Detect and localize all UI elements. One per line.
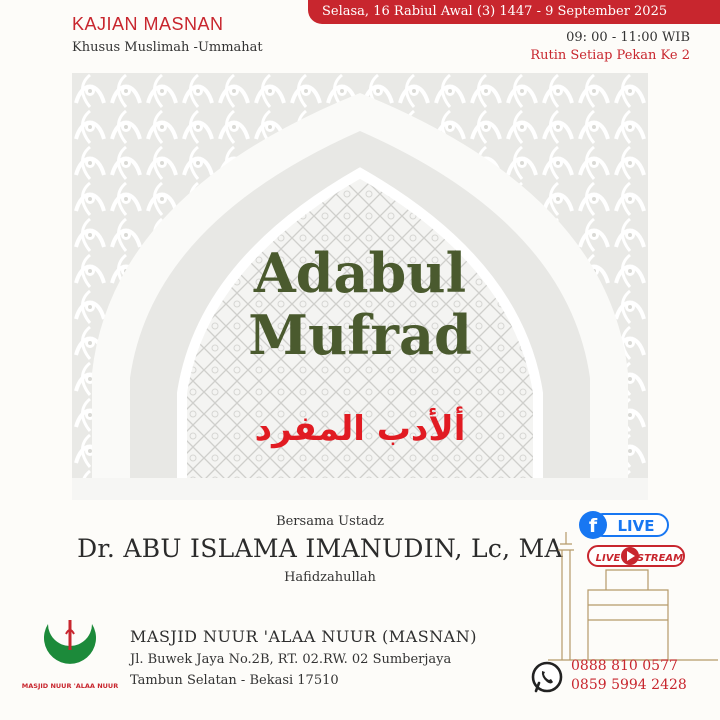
svg-text:f: f — [588, 515, 598, 537]
title-line-2: Mufrad — [248, 303, 472, 367]
date-banner — [308, 0, 720, 24]
svg-text:LIVE: LIVE — [617, 517, 655, 535]
date-text: Selasa, 16 Rabiul Awal (3) 1447 - 9 September 2025 — [322, 4, 668, 19]
phone-number-2[interactable]: 0859 5994 2428 — [571, 677, 687, 693]
svg-text:MASJID NUUR 'ALAA NUUR: MASJID NUUR 'ALAA NUUR — [21, 682, 119, 690]
brand-title: KAJIAN MASNAN — [72, 14, 224, 34]
speaker-name: Dr. ABU ISLAMA IMANUDIN, Lc, MA — [77, 534, 563, 563]
speaker-honorific: Hafidzahullah — [284, 570, 376, 585]
svg-text:STREAM: STREAM — [636, 553, 684, 564]
title-line-1: Adabul — [253, 241, 467, 305]
arabic-title: ألأدب المفرد — [254, 409, 466, 449]
address-line-1: Jl. Buwek Jaya No.2B, RT. 02.RW. 02 Sumberjaya — [130, 652, 452, 667]
speaker-intro: Bersama Ustadz — [276, 514, 384, 529]
whatsapp-icon[interactable] — [530, 660, 564, 698]
phone-number-1[interactable]: 0888 810 0577 — [571, 658, 678, 674]
brand-subtitle: Khusus Muslimah -Ummahat — [72, 40, 263, 55]
svg-text:LIVE: LIVE — [595, 553, 621, 564]
event-schedule: Rutin Setiap Pekan Ke 2 — [530, 48, 690, 63]
masjid-logo — [21, 612, 119, 696]
address-line-2: Tambun Selatan - Bekasi 17510 — [130, 673, 339, 688]
venue-name: MASJID NUUR 'ALAA NUUR (MASNAN) — [130, 627, 477, 646]
event-time: 09: 00 - 11:00 WIB — [566, 30, 690, 45]
facebook-live-badge[interactable] — [578, 510, 670, 544]
live-stream-badge[interactable] — [586, 543, 686, 573]
